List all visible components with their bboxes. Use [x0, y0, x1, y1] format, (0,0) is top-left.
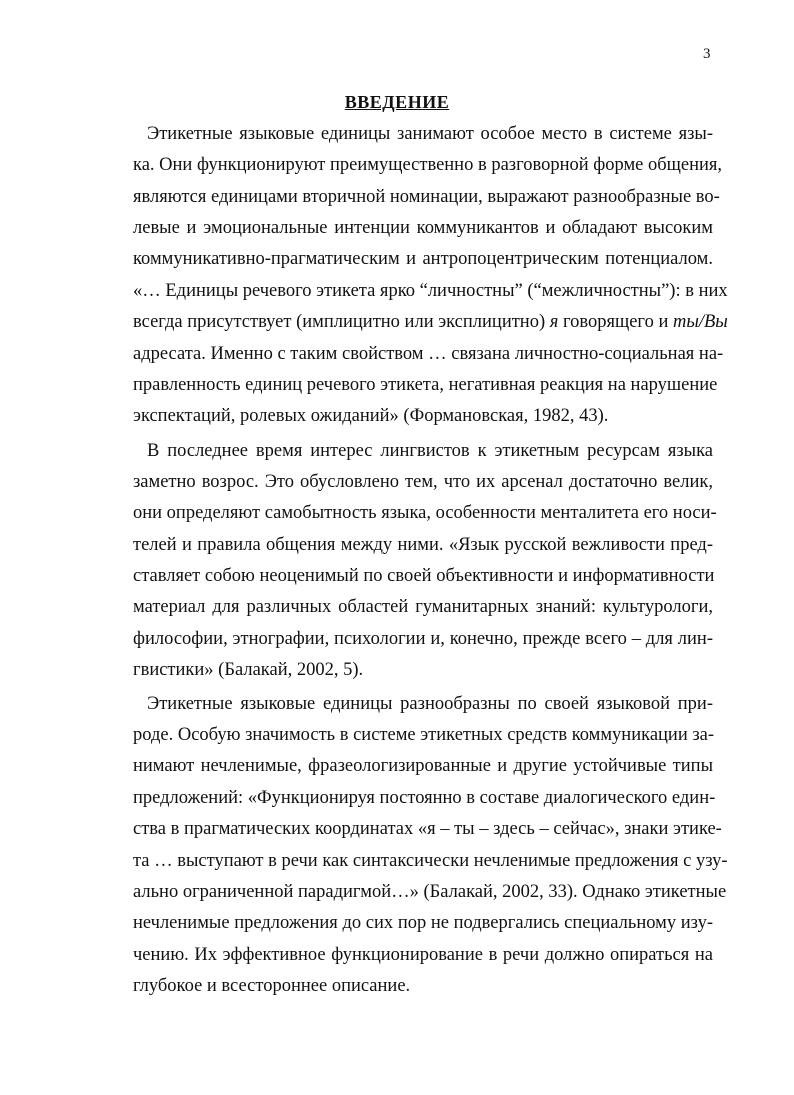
text-line: экспектаций, ролевых ожиданий» (Формановская, 1982, 43).: [133, 406, 609, 426]
text-line: философии, этнографии, психологии и, конечно, прежде всего – для лин-: [133, 629, 713, 649]
text-line: глубокое и всестороннее описание.: [133, 976, 411, 996]
text-line: В последнее время интерес лингвистов к этикетным ресурсам языка: [147, 441, 713, 461]
text-line: ства в прагматических координатах «я – ты – здесь – сейчас», знаки этике-: [133, 819, 722, 839]
text-line: ставляет собою неоценимый по своей объективности и информативности: [133, 566, 715, 586]
text-line: ка. Они функционируют преимущественно в разговорной форме общения,: [133, 155, 723, 175]
text-line: ально ограниченной парадигмой…» (Балакай, 2002, 33). Однако этикетные: [133, 882, 727, 902]
page-title: ВВЕДЕНИЕ: [344, 92, 450, 112]
text-line: материал для различных областей гуманитарных знаний: культурологи,: [133, 597, 713, 617]
text-line: чению. Их эффективное функционирование в речи должно опираться на: [133, 945, 713, 965]
text-line: роде. Особую значимость в системе этикетных средств коммуникации за-: [133, 725, 715, 745]
text-line: адресата. Именно с таким свойством … связана личностно-социальная на-: [133, 344, 724, 364]
text-line: [133, 308, 728, 336]
text-line: Этикетные языковые единицы разнообразны по своей языковой при-: [147, 694, 713, 714]
text-line: являются единицами вторичной номинации, выражают разнообразные во-: [133, 187, 720, 207]
text-line: та … выступают в речи как синтаксически нечленимые предложения с узу-: [133, 851, 728, 871]
text-run: говорящего и: [558, 312, 673, 332]
page-number: 3: [703, 46, 711, 62]
italic-pronoun: я: [549, 312, 559, 332]
text-run: всегда присутствует (имплицитно или эксплицитно): [133, 312, 550, 332]
text-line: Этикетные языковые единицы занимают особое место в системе язы-: [147, 124, 713, 144]
text-line: «… Единицы речевого этикета ярко “личностны” (“межличностны”): в них: [133, 281, 728, 301]
text-line: заметно возрос. Это обусловлено тем, что их арсенал достаточно велик,: [133, 472, 713, 492]
text-line: предложений: «Функционируя постоянно в составе диалогического един-: [133, 788, 716, 808]
text-line: нимают нечленимые, фразеологизированные и другие устойчивые типы: [133, 756, 713, 776]
text-line: телей и правила общения между ними. «Язык русской вежливости пред-: [133, 535, 713, 555]
text-line: нечленимые предложения до сих пор не подвергались специальному изу-: [133, 913, 713, 933]
text-line: гвистики» (Балакай, 2002, 5).: [133, 660, 364, 680]
text-line: левые и эмоциональные интенции коммуникантов и обладают высоким: [133, 218, 713, 238]
text-line: коммуникативно-прагматическим и антропоцентрическим потенциалом.: [133, 249, 713, 269]
italic-pronoun: ты/Вы: [672, 312, 728, 332]
text-line: правленность единиц речевого этикета, негативная реакция на нарушение: [133, 375, 718, 395]
text-line: они определяют самобытность языка, особенности менталитета его носи-: [133, 503, 717, 523]
